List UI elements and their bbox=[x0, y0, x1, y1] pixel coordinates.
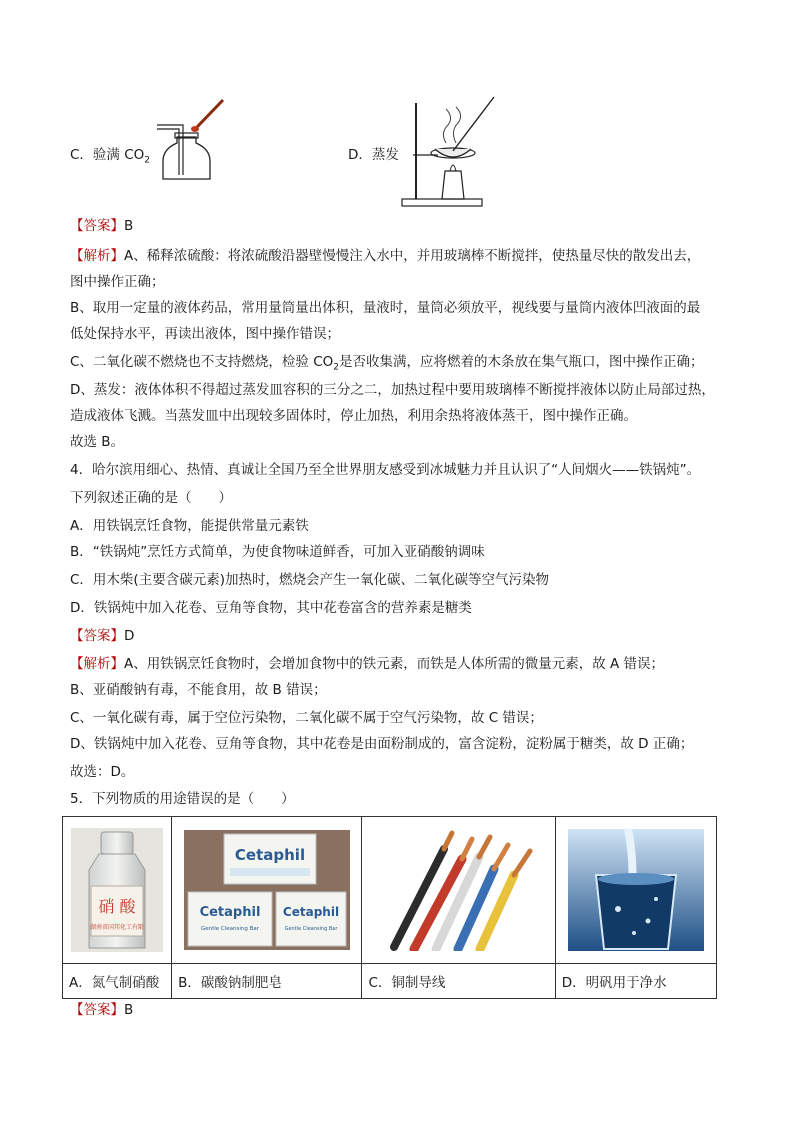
bottle-label-text: 硝 酸 bbox=[98, 897, 136, 916]
evaporation-figure bbox=[398, 95, 503, 210]
q4-analysis-line-3: C、一氧化碳有毒，属于空位污染物，二氧化碳不属于空气污染物，故 C 错误； bbox=[70, 710, 543, 726]
q5-options-table bbox=[62, 816, 717, 999]
option-d-caption: D．明矾用于净水 bbox=[555, 964, 716, 999]
brand-top: Cetaphil bbox=[234, 846, 305, 864]
q4-option-b: B．“铁锅炖”烹饪方式简单，为使食物味道鲜香，可加入亚硝酸钠调味 bbox=[70, 544, 485, 560]
soap-boxes-image bbox=[184, 830, 350, 950]
q4-analysis-line-5: 故选：D。 bbox=[70, 764, 135, 780]
option-c-image-cell bbox=[362, 817, 555, 964]
q5-stem: 5．下列物质的用途错误的是（ ） bbox=[70, 791, 295, 807]
q3-analysis-line-5: C、二氧化碳不燃烧也不支持燃烧，检验 $CO_2$是否收集满，应将燃着的木条放在集气瓶口，图中操作正确； bbox=[70, 354, 704, 373]
bottle-label-small: 湖南省国邦化工有限 bbox=[90, 924, 145, 931]
q4-analysis-line-2: B、亚硝酸钠有毒，不能食用，故 B 错误； bbox=[70, 682, 327, 698]
water-glass-image bbox=[568, 829, 704, 951]
option-b-image-cell bbox=[172, 817, 362, 964]
q4-stem-1: 4．哈尔滨用细心、热情、真诚让全国乃至全世界朋友感受到冰城魅力并且认识了“人间烟火——铁锅炖”。 bbox=[70, 462, 701, 478]
brand-left-sub: Gentle Cleansing Bar bbox=[200, 926, 259, 932]
q4-answer: 【答案】D bbox=[70, 628, 135, 644]
figure-d-label: D．蒸发 bbox=[348, 147, 399, 163]
brand-right-sub: Gentle Cleansing Bar bbox=[284, 926, 338, 932]
brand-right: Cetaphil bbox=[282, 905, 339, 919]
q4-analysis-line-1: 【解析】A、用铁锅烹饪食物时，会增加食物中的铁元素，而铁是人体所需的微量元素，故 A 错误； bbox=[70, 656, 665, 672]
q4-option-a: A．用铁锅烹饪食物，能提供常量元素铁 bbox=[70, 518, 309, 534]
q4-stem-2: 下列叙述正确的是（ ） bbox=[70, 490, 232, 506]
option-b-caption: B．碳酸钠制肥皂 bbox=[172, 964, 362, 999]
q3-analysis-line-6: D、蒸发：液体体积不得超过蒸发皿容积的三分之二，加热过程中要用玻璃棒不断搅拌液体以防止局部过热， bbox=[70, 382, 715, 398]
option-c-caption: C．铜制导线 bbox=[362, 964, 555, 999]
q3-analysis-line-3: B、取用一定量的液体药品，常用量筒量出体积，量液时，量筒必须放平，视线要与量筒内液体凹液面的最 bbox=[70, 300, 701, 316]
q5-answer: 【答案】B bbox=[70, 1002, 134, 1018]
gas-bottle-figure bbox=[155, 95, 255, 180]
q3-analysis-line-2: 图中操作正确； bbox=[70, 274, 165, 290]
option-d-image-cell bbox=[555, 817, 716, 964]
copper-wires-image bbox=[374, 829, 544, 951]
q4-option-d: D．铁锅炖中加入花卷、豆角等食物，其中花卷富含的营养素是糖类 bbox=[70, 600, 472, 616]
q3-analysis-line-7: 造成液体飞溅。当蒸发皿中出现较多固体时，停止加热，利用余热将液体蒸干，图中操作正确。 bbox=[70, 408, 637, 424]
option-a-caption: A．氮气制硝酸 bbox=[63, 964, 172, 999]
figure-c-label: C．验满 $CO_2$ bbox=[70, 147, 151, 166]
option-a-image-cell bbox=[63, 817, 172, 964]
brand-left: Cetaphil bbox=[199, 905, 261, 920]
q3-analysis-line-1: 【解析】A、稀释浓硫酸：将浓硫酸沿器壁慢慢注入水中，并用玻璃棒不断搅拌，使热量尽快的散发出去， bbox=[70, 248, 701, 264]
q3-analysis-line-8: 故选 B。 bbox=[70, 434, 125, 450]
q3-answer: 【答案】B bbox=[70, 218, 134, 234]
q4-option-c: C．用木柴(主要含碳元素)加热时，燃烧会产生一氧化碳、二氧化碳等空气污染物 bbox=[70, 572, 549, 588]
q3-analysis-line-4: 低处保持水平，再读出液体，图中操作错误； bbox=[70, 326, 340, 342]
nitric-acid-bottle-image bbox=[71, 828, 163, 952]
q4-analysis-line-4: D、铁锅炖中加入花卷、豆角等食物，其中花卷是由面粉制成的，富含淀粉，淀粉属于糖类，故 D 正确； bbox=[70, 736, 694, 752]
